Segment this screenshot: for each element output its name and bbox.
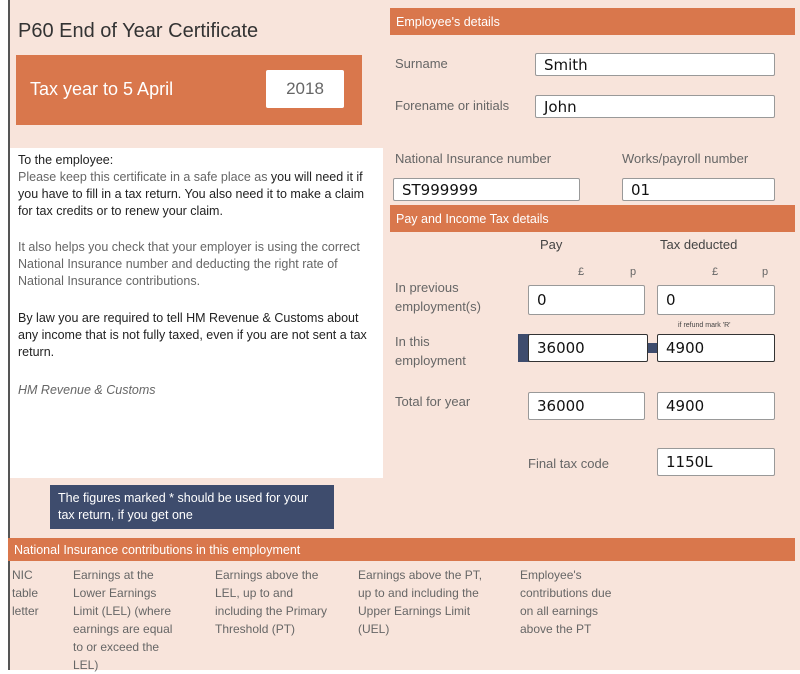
surname-label: Surname: [395, 56, 448, 71]
nic-column-header: Earnings above the PT, up to and including the Upper Earnings Limit (UEL): [358, 568, 483, 636]
works-number-input[interactable]: 01: [622, 178, 775, 201]
final-tax-code-input[interactable]: 1150L: [657, 448, 775, 476]
previous-tax-input[interactable]: 0: [657, 285, 775, 315]
notice-paragraph-1: [18, 169, 378, 220]
notice-paragraph-2: It also helps you check that your employer is using the correct National Insurance number and deducting the right rate of National Insurance contributions.: [18, 240, 360, 288]
this-pay-input[interactable]: 36000: [528, 334, 648, 362]
works-number-label: Works/payroll number: [622, 151, 749, 166]
ni-number-input[interactable]: ST999999: [393, 178, 580, 201]
refund-note: if refund mark 'R': [678, 322, 731, 329]
total-tax-input[interactable]: 4900: [657, 392, 775, 420]
this-employment-label: In this employment: [395, 334, 466, 368]
nic-column-header: Earnings above the LEL, up to and including the Primary Threshold (PT): [215, 568, 328, 636]
total-pay-input[interactable]: 36000: [528, 392, 645, 420]
previous-employment-label: In previous employment(s): [395, 280, 481, 314]
page-title: P60 End of Year Certificate: [18, 20, 259, 42]
previous-pay-input[interactable]: 0: [528, 285, 645, 315]
tax-year-input[interactable]: 2018: [266, 70, 344, 108]
notice-p1-light: Please keep this certificate in a safe place as: [18, 170, 271, 184]
nic-column-header: Earnings at the Lower Earnings Limit (LEL) (where earnings are equal to or exceed the LEL): [73, 568, 173, 672]
notice-heading: To the employee:: [18, 153, 114, 167]
pay-tax-header: Pay and Income Tax details: [390, 205, 795, 232]
tax-column-header: Tax deducted: [660, 237, 738, 252]
notice-signature: HM Revenue & Customs: [18, 383, 156, 397]
notice-p1-dark: you will need it if you have to fill in a tax return. You also need it to make a claim for tax credits or to renew your claim.: [18, 170, 365, 218]
total-year-label: Total for year: [395, 394, 471, 409]
ni-number-label: National Insurance number: [395, 151, 552, 166]
tax-year-label: Tax year to 5 April: [30, 79, 174, 99]
pay-column-header: Pay: [540, 237, 563, 252]
notice-paragraph-3: By law you are required to tell HM Revenue & Customs about any income that is not fully taxed, even if you are not sent a tax return.: [18, 311, 367, 359]
tax-return-marker-icon: [648, 343, 657, 353]
final-tax-code-label: Final tax code: [528, 456, 609, 471]
employee-details-header: Employee's details: [390, 8, 795, 35]
nic-column-header: NIC table letter: [12, 568, 39, 618]
nic-column-header: Employee's contributions due on all earnings above the PT: [520, 568, 612, 636]
nic-header: National Insurance contributions in this employment: [8, 538, 795, 561]
tax-pound-label: £: [712, 266, 719, 278]
figures-note: The figures marked * should be used for your tax return, if you get one: [50, 485, 334, 529]
this-tax-input[interactable]: 4900: [657, 334, 775, 362]
tax-pence-label: p: [762, 266, 769, 278]
pay-pound-label: £: [578, 266, 585, 278]
forename-input[interactable]: John: [535, 95, 775, 118]
pay-pence-label: p: [630, 266, 637, 278]
surname-input[interactable]: Smith: [535, 53, 775, 76]
forename-label: Forename or initials: [395, 98, 510, 113]
